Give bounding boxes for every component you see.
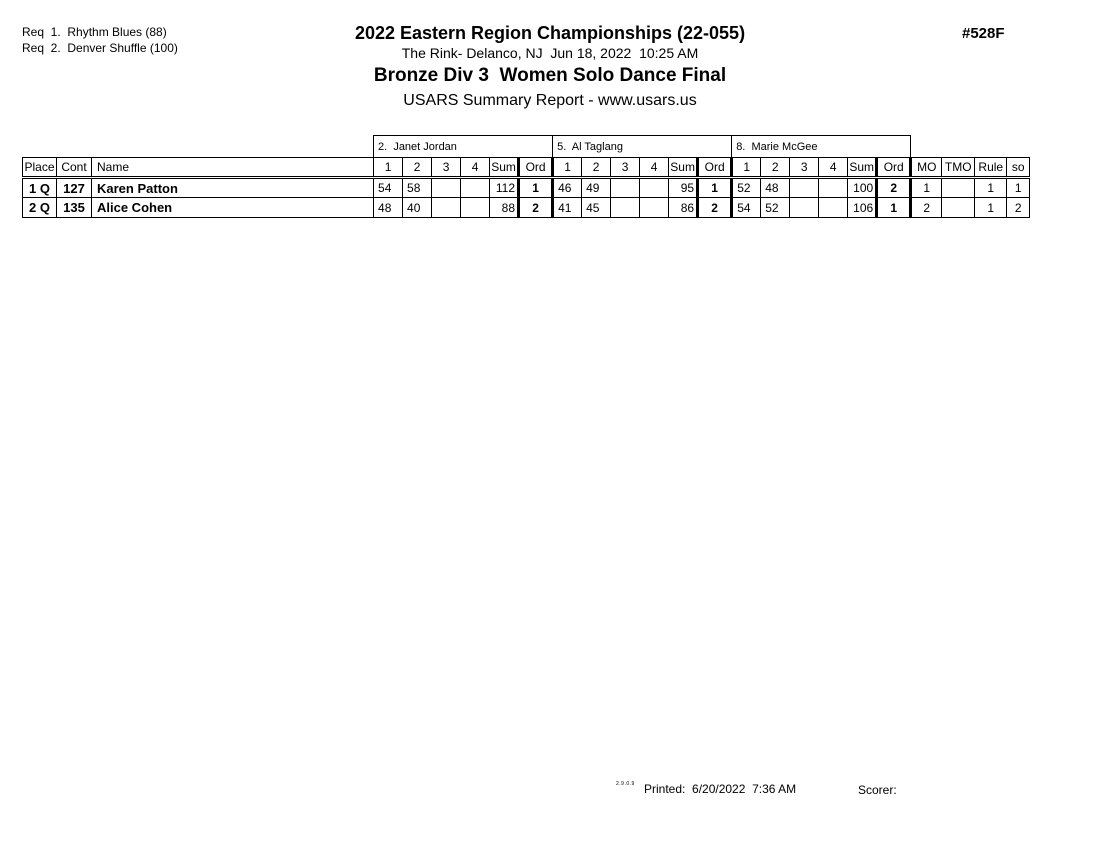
judge-1-name: 2. Janet Jordan <box>374 136 553 158</box>
so-cell: 1 <box>1007 178 1030 198</box>
column-header-row <box>23 158 1030 178</box>
requirement-line-2: Req 2. Denver Shuffle (100) <box>22 41 178 55</box>
ordinal-cell: 2 <box>698 198 732 218</box>
sum-cell: 112 <box>490 178 519 198</box>
mark-cell <box>611 198 640 218</box>
ordinal-cell: 1 <box>877 198 911 218</box>
col-j2-ord: Ord <box>698 158 732 178</box>
judge-row-spacer-right <box>911 136 1030 158</box>
sum-cell: 106 <box>848 198 877 218</box>
mo-cell: 2 <box>911 198 942 218</box>
printed-timestamp: Printed: 6/20/2022 7:36 AM <box>644 782 797 796</box>
mark-cell <box>640 178 669 198</box>
col-j1-mark3: 3 <box>432 158 461 178</box>
mark-cell <box>461 198 490 218</box>
mark-cell: 52 <box>761 198 790 218</box>
col-j3-ord: Ord <box>877 158 911 178</box>
mark-cell: 40 <box>403 198 432 218</box>
mark-cell <box>790 178 819 198</box>
col-j1-ord: Ord <box>519 158 553 178</box>
mark-cell: 49 <box>582 178 611 198</box>
sum-cell: 95 <box>669 178 698 198</box>
contestant-number-cell: 135 <box>57 198 92 218</box>
ordinal-cell: 2 <box>519 198 553 218</box>
results-table <box>22 135 1030 218</box>
mark-cell <box>790 198 819 218</box>
judge-3-name: 8. Marie McGee <box>732 136 911 158</box>
judge-header-row <box>23 136 1030 158</box>
contestant-number-cell: 127 <box>57 178 92 198</box>
col-j2-mark1: 1 <box>553 158 582 178</box>
col-name: Name <box>92 158 374 178</box>
tmo-cell <box>942 178 975 198</box>
col-j2-sum: Sum <box>669 158 698 178</box>
mark-cell: 54 <box>374 178 403 198</box>
table-row <box>23 198 1030 218</box>
so-cell: 2 <box>1007 198 1030 218</box>
title-block <box>0 22 1100 112</box>
col-j1-mark2: 2 <box>403 158 432 178</box>
col-mo: MO <box>911 158 942 178</box>
col-j3-mark4: 4 <box>819 158 848 178</box>
judge-row-spacer-left <box>23 136 374 158</box>
mark-cell: 45 <box>582 198 611 218</box>
mark-cell: 46 <box>553 178 582 198</box>
col-j1-mark1: 1 <box>374 158 403 178</box>
judge-2-name: 5. Al Taglang <box>553 136 732 158</box>
skater-name-cell: Karen Patton <box>92 178 374 198</box>
sum-cell: 86 <box>669 198 698 218</box>
sum-cell: 100 <box>848 178 877 198</box>
col-tmo: TMO <box>942 158 975 178</box>
version-superscript: 2.9.0.9 <box>616 781 635 787</box>
report-type-line: USARS Summary Report - www.usars.us <box>403 92 697 109</box>
venue-date-line: The Rink- Delanco, NJ Jun 18, 2022 10:25 AM <box>401 45 699 61</box>
col-j3-mark2: 2 <box>761 158 790 178</box>
col-so: so <box>1007 158 1030 178</box>
ordinal-cell: 1 <box>698 178 732 198</box>
col-j1-sum: Sum <box>490 158 519 178</box>
col-j2-mark2: 2 <box>582 158 611 178</box>
mark-cell <box>611 178 640 198</box>
mark-cell: 41 <box>553 198 582 218</box>
mark-cell <box>461 178 490 198</box>
table-row <box>23 178 1030 198</box>
event-division-title: Bronze Div 3 Women Solo Dance Final <box>373 65 727 86</box>
mark-cell <box>432 198 461 218</box>
col-j2-mark3: 3 <box>611 158 640 178</box>
mark-cell <box>432 178 461 198</box>
mark-cell: 48 <box>761 178 790 198</box>
sum-cell: 88 <box>490 198 519 218</box>
mo-cell: 1 <box>911 178 942 198</box>
tmo-cell <box>942 198 975 218</box>
place-cell: 1 Q <box>23 178 57 198</box>
ordinal-cell: 1 <box>519 178 553 198</box>
col-cont: Cont <box>57 158 92 178</box>
place-cell: 2 Q <box>23 198 57 218</box>
requirement-line-1: Req 1. Rhythm Blues (88) <box>22 25 167 39</box>
col-rule: Rule <box>975 158 1007 178</box>
col-j3-mark1: 1 <box>732 158 761 178</box>
mark-cell <box>640 198 669 218</box>
col-j1-mark4: 4 <box>461 158 490 178</box>
mark-cell: 58 <box>403 178 432 198</box>
mark-cell: 52 <box>732 178 761 198</box>
mark-cell <box>819 198 848 218</box>
skater-name-cell: Alice Cohen <box>92 198 374 218</box>
championship-title: 2022 Eastern Region Championships (22-055) <box>354 23 746 43</box>
mark-cell: 54 <box>732 198 761 218</box>
col-j3-mark3: 3 <box>790 158 819 178</box>
col-place: Place <box>23 158 57 178</box>
col-j3-sum: Sum <box>848 158 877 178</box>
scorer-label: Scorer: <box>858 783 897 797</box>
col-j2-mark4: 4 <box>640 158 669 178</box>
ordinal-cell: 2 <box>877 178 911 198</box>
mark-cell <box>819 178 848 198</box>
mark-cell: 48 <box>374 198 403 218</box>
event-number: #528F <box>962 25 1005 42</box>
rule-cell: 1 <box>975 198 1007 218</box>
rule-cell: 1 <box>975 178 1007 198</box>
